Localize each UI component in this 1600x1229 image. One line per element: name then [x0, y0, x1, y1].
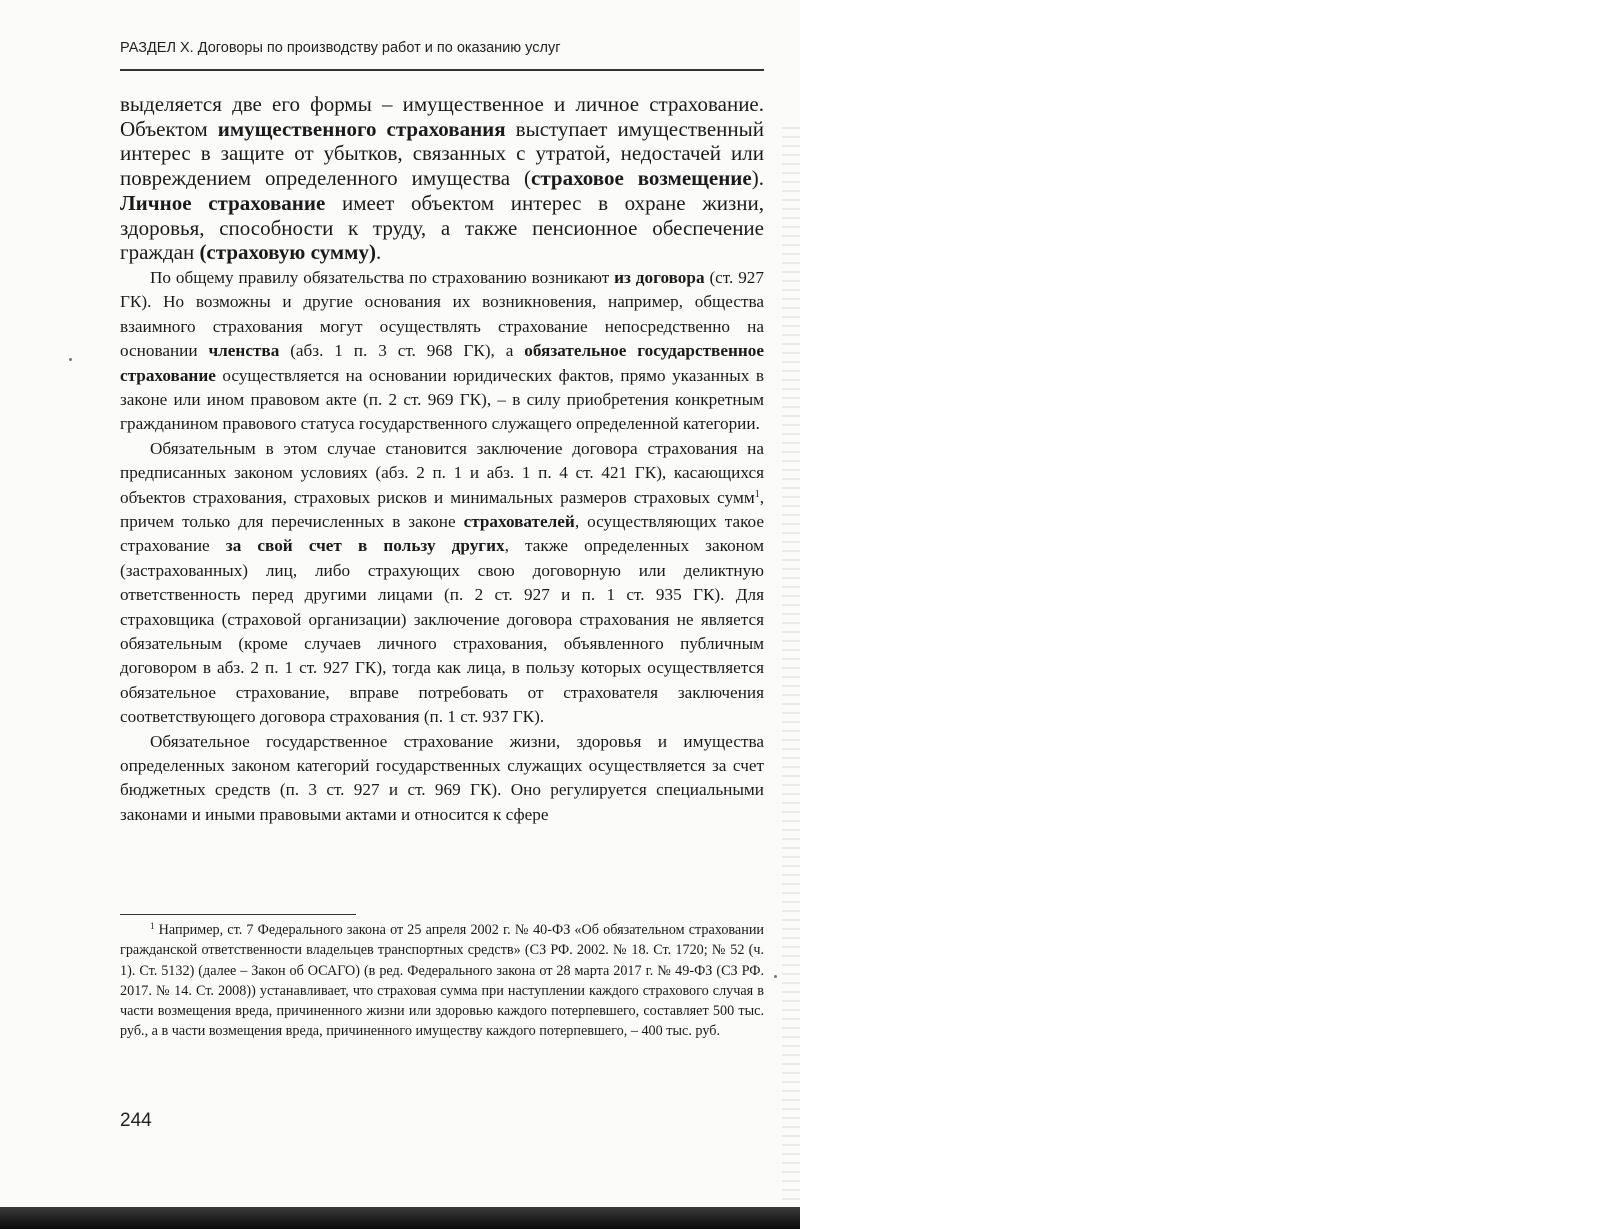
footnote-ref[interactable]: 1	[754, 488, 760, 500]
page-number: 244	[120, 1110, 152, 1131]
text-run: , причем только для перечисленных в законе	[120, 487, 764, 531]
bold-term: Личное страхование	[120, 190, 326, 215]
text-run: выступает имущественный интерес в защите от убытков, связанных с утратой, недостачей или повреждением определенного имущества (	[120, 116, 764, 191]
text-run: Обязательное государственное страхование жизни, здоровья и имущества определенных законом категорий государственных служащих осуществляется за счет бюджетных средств (п. 3 ст. 927 и ст. 969 ГК). Оно регулируется специальными законами и иными правовыми актами и относится к сфере	[120, 731, 764, 824]
scan-bottom-edge	[0, 1207, 800, 1229]
footnote	[120, 920, 764, 1042]
bold-term: страхователей	[463, 511, 575, 531]
text-run: .	[375, 240, 382, 265]
header-rule	[120, 69, 764, 71]
scan-speck	[774, 975, 777, 978]
page-body	[120, 92, 764, 827]
text-run: ).	[751, 166, 764, 191]
paragraph-intro	[120, 92, 764, 265]
text-run: выделяется две его формы – имущественное и личное страхование. Объектом	[120, 92, 764, 141]
footnote-text: Например, ст. 7 Федерального закона от 25 апреля 2002 г. № 40-ФЗ «Об обязательном страховании гражданской ответственности владельцев транспортных средств» (СЗ РФ. 2002. № 18. Ст. 1720; № 52 (ч. 1). Ст. 5132) (далее – Закон об ОСАГО) (в ред. Федерального закона от 28 марта 2017 г. № 49-ФЗ (СЗ РФ. 2017. № 14. Ст. 2008)) устанавливает, что страховая сумма при наступлении каждого страхового случая в части возмещения вреда, причиненного жизни или здоровью каждого потерпевшего, составляет 500 тыс. руб., а в части возмещения вреда, причиненного имуществу каждого потерпевшего, – 400 тыс. руб.	[120, 922, 764, 1040]
bold-term: за свой счет в пользу других	[225, 536, 505, 556]
text-run: осуществляется на основании юридических фактов, прямо указанных в законе или ином правовом акте (п. 2 ст. 969 ГК), – в силу приобретения конкретным гражданином правового статуса государственного служащего определенной категории.	[120, 365, 764, 434]
paragraph-4	[120, 730, 764, 828]
text-run: (ст. 927 ГК). Но возможны и другие основания их возникновения, например, общества взаимного страхования могут осуществлять страхование непосредственно на основании	[120, 267, 764, 361]
text-run: (абз. 1 п. 3 ст. 968 ГК), а	[279, 341, 525, 361]
bold-term: страховое возмещение	[531, 166, 752, 191]
paragraph-2	[120, 266, 764, 437]
text-run: имеет объектом интерес в охране жизни, здоровья, способности к труду, а также пенсионное обеспечение граждан	[120, 190, 764, 265]
paragraph-3	[120, 437, 764, 730]
bold-term: (страховую сумму)	[199, 240, 376, 265]
text-run: По общему правилу обязательства по страхованию возникают	[150, 267, 615, 287]
text-run: Обязательным в этом случае становится заключение договора страхования на предписанных законом условиях (абз. 2 п. 1 и абз. 1 п. 4 ст. 421 ГК), касающихся объектов страхования, страховых рисков и минимальных размеров страховых сумм	[120, 438, 764, 507]
footnote-rule	[120, 914, 356, 915]
bold-term: членства	[208, 341, 280, 361]
scan-speck	[69, 358, 72, 361]
running-header: РАЗДЕЛ X. Договоры по производству работ и по оказанию услуг	[120, 40, 561, 56]
scan-gutter-noise	[782, 120, 800, 1210]
text-run: , также определенных законом (застрахованных) лиц, либо страхующих свою договорную или деликтную ответственность перед другими лицами (п. 2 ст. 927 и п. 1 ст. 935 ГК). Для страховщика (страховой организации) заключение договора страхования не является обязательным (кроме случаев личного страхования, объявленного публичным договором в абз. 2 п. 1 ст. 927 ГК), тогда как лица, в пользу которых осуществляется обязательное страхование, вправе потребовать от страхователя заключения соответствующего договора страхования (п. 1 ст. 937 ГК).	[120, 536, 764, 727]
footnote-marker: 1	[150, 921, 155, 931]
bold-term: из договора	[614, 267, 705, 287]
bold-term: имущественного страхования	[217, 116, 506, 141]
bold-term: обязательное государственное страхование	[120, 341, 764, 385]
text-run: , осуществляющих такое страхование	[120, 511, 764, 556]
